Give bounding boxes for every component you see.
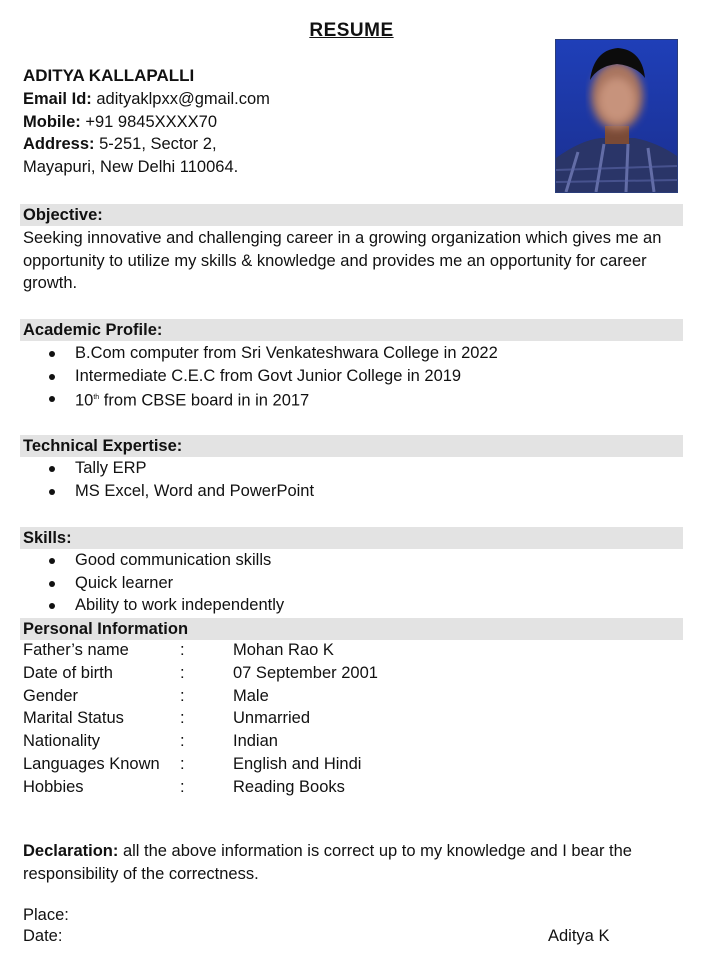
list-item	[48, 480, 314, 503]
objective-heading: Objective:	[20, 204, 683, 226]
bullet-icon	[49, 351, 55, 357]
email-label: Email Id:	[23, 89, 92, 108]
address-value-line1: 5-251, Sector 2,	[99, 135, 217, 154]
personal-label: Marital Status	[23, 709, 124, 728]
skill-item: Good communication skills	[75, 551, 272, 569]
address-value-line2: Mayapuri, New Delhi 110064.	[23, 158, 239, 177]
personal-label: Nationality	[23, 732, 101, 751]
bullet-icon	[49, 603, 55, 609]
signature-name: Aditya K	[548, 927, 610, 945]
colon-separator: :	[180, 709, 185, 728]
resume-title: RESUME	[309, 20, 394, 41]
bullet-icon	[49, 396, 55, 402]
personal-info-table	[23, 639, 623, 799]
technical-list	[48, 457, 314, 502]
personal-value: Male	[233, 686, 269, 705]
profile-photo	[555, 39, 678, 193]
personal-value: Mohan Rao K	[233, 641, 334, 659]
date-label: Date:	[23, 927, 63, 945]
skills-heading: Skills:	[20, 527, 683, 549]
technical-item: Tally ERP	[75, 459, 147, 477]
personal-label: Father’s name	[23, 641, 129, 659]
address-label: Address:	[23, 135, 95, 154]
personal-value: English and Hindi	[233, 754, 362, 773]
colon-separator: :	[180, 641, 185, 659]
declaration-label: Declaration:	[23, 842, 119, 860]
personal-row	[23, 776, 623, 799]
address-line	[23, 133, 270, 156]
personal-value: Indian	[233, 732, 278, 751]
academic-item: Intermediate C.E.C from Govt Junior College in 2019	[75, 366, 462, 385]
academic-item-rest: from CBSE board in in 2017	[99, 391, 310, 410]
technical-item: MS Excel, Word and PowerPoint	[75, 481, 315, 500]
bullet-icon	[49, 374, 55, 380]
bullet-icon	[49, 581, 55, 587]
personal-row	[23, 707, 623, 730]
academic-item-prefix: 10	[75, 391, 94, 410]
mobile-label: Mobile:	[23, 112, 81, 131]
personal-label: Languages Known	[23, 754, 160, 773]
skill-item: Quick learner	[75, 573, 174, 592]
colon-separator: :	[180, 754, 185, 773]
colon-separator: :	[180, 732, 185, 751]
candidate-name: ADITYA KALLAPALLI	[23, 66, 195, 85]
academic-heading: Academic Profile:	[20, 319, 683, 341]
skills-list	[48, 549, 284, 617]
bullet-icon	[49, 558, 55, 564]
email-line	[23, 88, 270, 111]
personal-heading: Personal Information	[20, 618, 683, 640]
technical-heading: Technical Expertise:	[20, 435, 683, 457]
colon-separator: :	[180, 663, 185, 682]
personal-value: 07 September 2001	[233, 663, 378, 682]
declaration	[23, 840, 688, 886]
list-item	[48, 365, 498, 388]
bullet-icon	[49, 466, 55, 472]
mobile-value: +91 9845XXXX70	[85, 112, 217, 131]
skill-item: Ability to work independently	[75, 596, 285, 615]
personal-row	[23, 685, 623, 708]
bullet-icon	[49, 489, 55, 495]
mobile-line	[23, 111, 270, 134]
list-item	[48, 457, 314, 480]
place-label: Place:	[23, 906, 69, 924]
email-value: adityaklpxx@gmail.com	[96, 89, 270, 108]
academic-item-superscript: th	[93, 394, 100, 402]
personal-row	[23, 753, 623, 776]
declaration-text: all the above information is correct up to my knowledge and I bear the responsibility of the correctness.	[23, 842, 632, 883]
personal-label: Date of birth	[23, 663, 113, 682]
personal-row	[23, 662, 623, 685]
list-item	[48, 342, 498, 365]
personal-row	[23, 730, 623, 753]
academic-list	[48, 342, 498, 410]
contact-header	[23, 65, 270, 179]
personal-label: Gender	[23, 686, 79, 705]
place-date-block	[23, 905, 69, 947]
personal-value: Reading Books	[233, 777, 345, 796]
list-item	[48, 387, 498, 410]
personal-label: Hobbies	[23, 777, 84, 796]
colon-separator: :	[180, 777, 185, 796]
list-item	[48, 572, 284, 595]
academic-item: B.Com computer from Sri Venkateshwara College in 2022	[75, 344, 498, 362]
objective-text: Seeking innovative and challenging career in a growing organization which gives me an opportunity to utilize my skills & knowledge and provides me an opportunity for career growth.	[23, 229, 662, 292]
personal-value: Unmarried	[233, 709, 311, 728]
list-item	[48, 549, 284, 572]
personal-row	[23, 639, 623, 662]
colon-separator: :	[180, 686, 185, 705]
list-item	[48, 594, 284, 617]
